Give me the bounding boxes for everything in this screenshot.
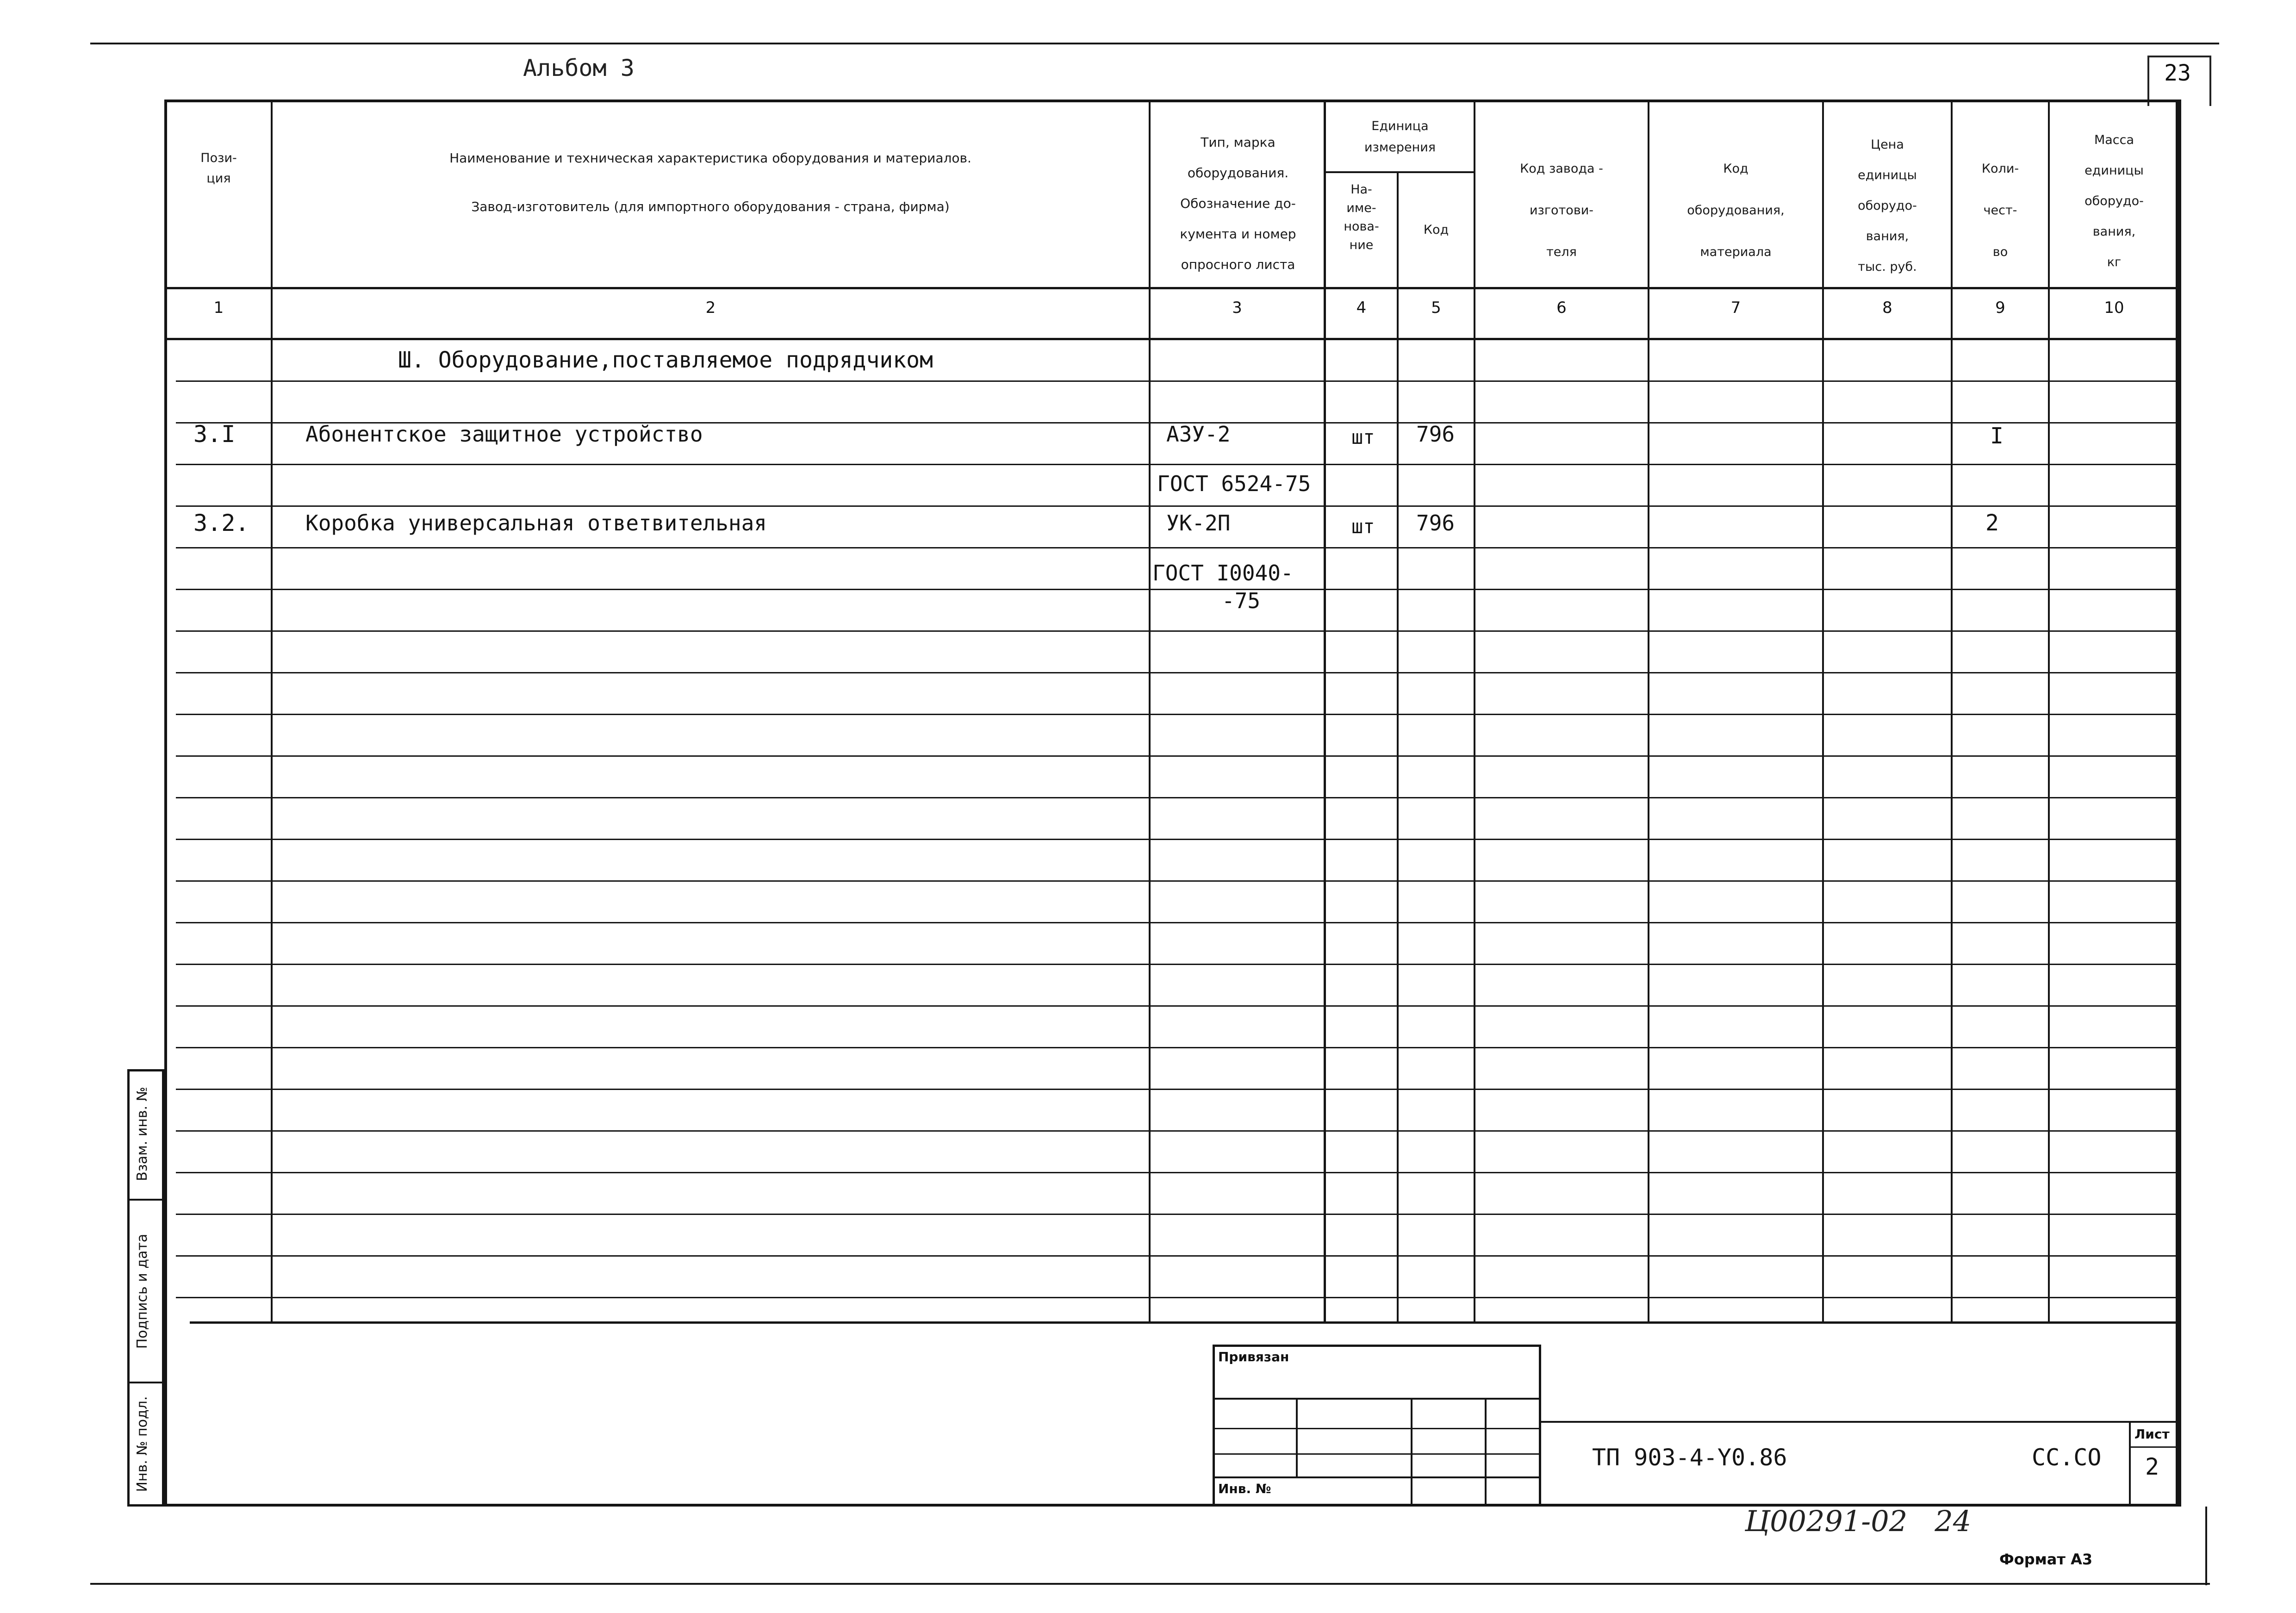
table-row-line — [176, 755, 2178, 757]
col-num-1: 1 — [213, 299, 224, 317]
side-podpis-data: Подпись и дата — [134, 1233, 150, 1349]
header-position: Пози- ция — [200, 151, 237, 186]
sheet-label: Лист — [2134, 1426, 2170, 1442]
album-label: Альбом 3 — [523, 55, 635, 81]
row1-unit: шт — [1351, 426, 1375, 448]
row2-type-gost-cont: -75 — [1222, 588, 1261, 613]
table-row-line — [176, 1297, 2178, 1298]
table-row-line — [176, 714, 2178, 715]
row1-code: 796 — [1416, 422, 1455, 447]
table-row-line — [176, 1172, 2178, 1173]
col-num-3: 3 — [1232, 299, 1242, 317]
page-number: 23 — [2164, 60, 2191, 86]
table-row-line — [176, 1255, 2178, 1257]
col-num-2: 2 — [705, 299, 716, 317]
col-num-8: 8 — [1882, 299, 1892, 317]
top-rule — [90, 43, 2219, 44]
header-unit-name: На- име- нова- ние — [1344, 182, 1379, 252]
header-mass: Масса единицы оборудо- вания, кг — [2084, 133, 2144, 269]
table-row-line — [176, 839, 2178, 840]
table-row-line — [176, 964, 2178, 965]
header-unit-code: Код — [1423, 223, 1449, 237]
header-unit-group: Единица измерения — [1364, 119, 1436, 155]
table-row-line — [176, 630, 2178, 632]
inv-no-label: Инв. № — [1218, 1481, 1271, 1496]
header-qty: Коли- чест- во — [1981, 162, 2019, 259]
row2-name: Коробка универсальная ответвительная — [305, 511, 767, 536]
row2-unit: шт — [1351, 515, 1375, 538]
row2-type: УК-2П — [1166, 511, 1231, 536]
table-row-line — [176, 880, 2178, 882]
table-row-line — [176, 547, 2178, 548]
table-row-line — [176, 922, 2178, 923]
table-row-line — [176, 380, 2178, 382]
side-vzam-inv: Взам. инв. № — [134, 1087, 150, 1181]
row1-type: АЗУ-2 — [1166, 422, 1231, 447]
header-name-line1: Наименование и техническая характеристика оборудования и материалов. — [449, 150, 971, 166]
row1-name: Абонентское защитное устройство — [305, 422, 703, 447]
col-num-9: 9 — [1995, 299, 2005, 317]
document-code: ТП 903-4-Y0.86 — [1592, 1444, 1787, 1471]
handwritten-note: Ц00291-02 24 — [1745, 1504, 1972, 1538]
sheet-code: СС.СО — [2032, 1444, 2102, 1471]
table-row-line — [176, 1047, 2178, 1048]
header-maker-code: Код завода - изготови- теля — [1520, 162, 1603, 259]
privyazan-label: Привязан — [1218, 1349, 1289, 1364]
table-row-line — [176, 1089, 2178, 1090]
table-row-line — [176, 589, 2178, 590]
row2-code: 796 — [1416, 511, 1455, 536]
row1-qty: I — [1990, 423, 2004, 449]
row1-position: 3.I — [193, 421, 236, 448]
row2-position: 3.2. — [193, 510, 249, 536]
table-row-line — [176, 464, 2178, 465]
sheet-number: 2 — [2145, 1453, 2159, 1480]
col-num-10: 10 — [2104, 299, 2124, 317]
col-num-4: 4 — [1356, 299, 1367, 317]
col-num-6: 6 — [1556, 299, 1567, 317]
row2-qty: 2 — [1985, 510, 1999, 536]
section-title: Ш. Оборудование,поставляемое подрядчиком — [398, 347, 933, 373]
header-price: Цена единицы оборудо- вания, тыс. руб. — [1858, 137, 1917, 274]
table-row-line — [176, 1130, 2178, 1132]
row1-type-gost: ГОСТ 6524-75 — [1157, 471, 1311, 496]
header-type: Тип, марка оборудования. Обозначение до- кумента и номер опросного листа — [1180, 135, 1296, 272]
side-inv-podl: Инв. № подл. — [134, 1396, 150, 1492]
table-row-line — [176, 797, 2178, 798]
table-row-line — [176, 672, 2178, 673]
table-row-line — [176, 1214, 2178, 1215]
col-num-7: 7 — [1730, 299, 1741, 317]
col-num-5: 5 — [1431, 299, 1441, 317]
row2-type-gost: ГОСТ I0040- — [1152, 561, 1294, 585]
header-equip-code: Код оборудования, материала — [1687, 162, 1785, 259]
table-row-line — [176, 505, 2178, 507]
format-label: Формат А3 — [1999, 1551, 2093, 1568]
header-name-line2: Завод-изготовитель (для импортного оборудования - страна, фирма) — [471, 199, 950, 214]
table-row-line — [176, 1005, 2178, 1007]
